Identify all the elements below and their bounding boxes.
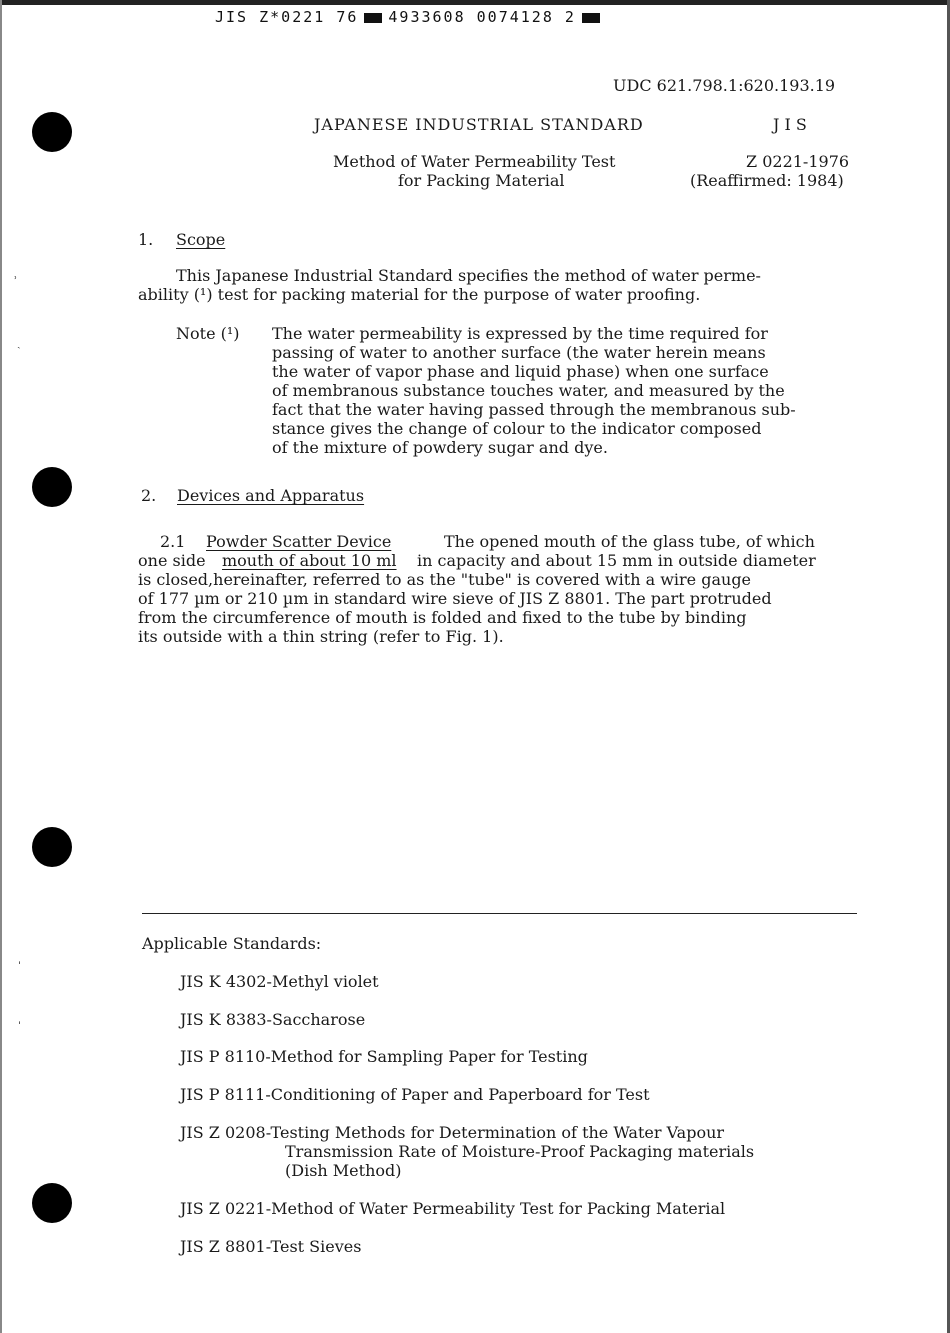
note-line: of the mixture of powdery sugar and dye. <box>272 438 608 457</box>
footnote-divider <box>142 913 857 914</box>
note-line: The water permeability is expressed by the time required for <box>272 324 768 343</box>
binder-hole <box>32 467 72 507</box>
applicable-standard-item: JIS P 8110-Method for Sampling Paper for Testing <box>180 1047 588 1066</box>
scan-speck: ˎ <box>17 336 21 349</box>
applicable-standard-item: JIS Z 0221-Method of Water Permeability Test for Packing Material <box>180 1199 726 1218</box>
subsection-number: 2.1 <box>160 532 186 551</box>
section-1-heading: Scope <box>176 230 226 249</box>
scan-speck: ˒ <box>14 272 18 285</box>
jis-label: J I S <box>773 115 807 134</box>
binder-hole <box>32 827 72 867</box>
applicable-standard-item: JIS K 8383-Saccharose <box>180 1010 366 1029</box>
device-paragraph-line: of 177 µm or 210 µm in standard wire sieve of JIS Z 8801. The part protruded <box>138 589 772 608</box>
section-1-number: 1. <box>138 230 154 249</box>
applicable-standard-item: JIS Z 8801-Test Sieves <box>180 1237 362 1256</box>
section-2-number: 2. <box>141 486 157 505</box>
applicable-standard-item-continuation: Transmission Rate of Moisture-Proof Packaging materials <box>285 1142 755 1161</box>
document-code-header <box>215 8 606 26</box>
device-paragraph-line2-underlined: mouth of about 10 ml <box>222 551 397 570</box>
scan-left-border <box>0 0 2 1333</box>
document-code-part2: 4933608 0074128 2 <box>388 8 576 26</box>
device-paragraph-line: is closed,hereinafter, referred to as the "tube" is covered with a wire gauge <box>138 570 752 589</box>
applicable-standards-heading: Applicable Standards: <box>142 934 322 953</box>
document-code-part1: JIS Z*0221 76 <box>215 8 359 26</box>
document-title-line2: for Packing Material <box>398 171 565 190</box>
note-line: of membranous substance touches water, and measured by the <box>272 381 785 400</box>
applicable-standard-item-continuation: (Dish Method) <box>285 1161 402 1180</box>
note-line: stance gives the change of colour to the indicator composed <box>272 419 762 438</box>
device-paragraph-line2b: in capacity and about 15 mm in outside diameter <box>417 551 816 570</box>
redaction-block <box>364 13 382 23</box>
scope-paragraph-line2: ability (¹) test for packing material for the purpose of water proofing. <box>138 285 701 304</box>
binder-hole <box>32 112 72 152</box>
udc-number: UDC 621.798.1:620.193.19 <box>613 76 836 95</box>
device-paragraph-line1: The opened mouth of the glass tube, of which <box>444 532 815 551</box>
document-title-line1: Method of Water Permeability Test <box>333 152 616 171</box>
section-2-heading: Devices and Apparatus <box>177 486 365 505</box>
device-paragraph-line: its outside with a thin string (refer to Fig. 1). <box>138 627 504 646</box>
redaction-block <box>582 13 600 23</box>
scan-top-border <box>0 0 950 5</box>
reaffirmed-date: (Reaffirmed: 1984) <box>690 171 844 190</box>
scope-paragraph-line1: This Japanese Industrial Standard specifies the method of water perme- <box>176 266 761 285</box>
device-paragraph-line: from the circumference of mouth is folded and fixed to the tube by binding <box>138 608 747 627</box>
standard-organization: JAPANESE INDUSTRIAL STANDARD <box>314 115 644 134</box>
note-line: passing of water to another surface (the water herein means <box>272 343 766 362</box>
note-line: fact that the water having passed through the membranous sub- <box>272 400 796 419</box>
scan-speck: ˈ <box>18 1020 22 1033</box>
standard-number: Z 0221-1976 <box>746 152 850 171</box>
note-label: Note (¹) <box>176 324 240 343</box>
binder-hole <box>32 1183 72 1223</box>
applicable-standard-item: JIS K 4302-Methyl violet <box>180 972 379 991</box>
note-line: the water of vapor phase and liquid phase) when one surface <box>272 362 769 381</box>
applicable-standard-item: JIS Z 0208-Testing Methods for Determination of the Water Vapour <box>180 1123 725 1142</box>
scan-speck: ˈ <box>18 960 22 973</box>
applicable-standard-item: JIS P 8111-Conditioning of Paper and Paperboard for Test <box>180 1085 650 1104</box>
subsection-heading: Powder Scatter Device <box>206 532 392 551</box>
device-paragraph-line2a: one side <box>138 551 206 570</box>
